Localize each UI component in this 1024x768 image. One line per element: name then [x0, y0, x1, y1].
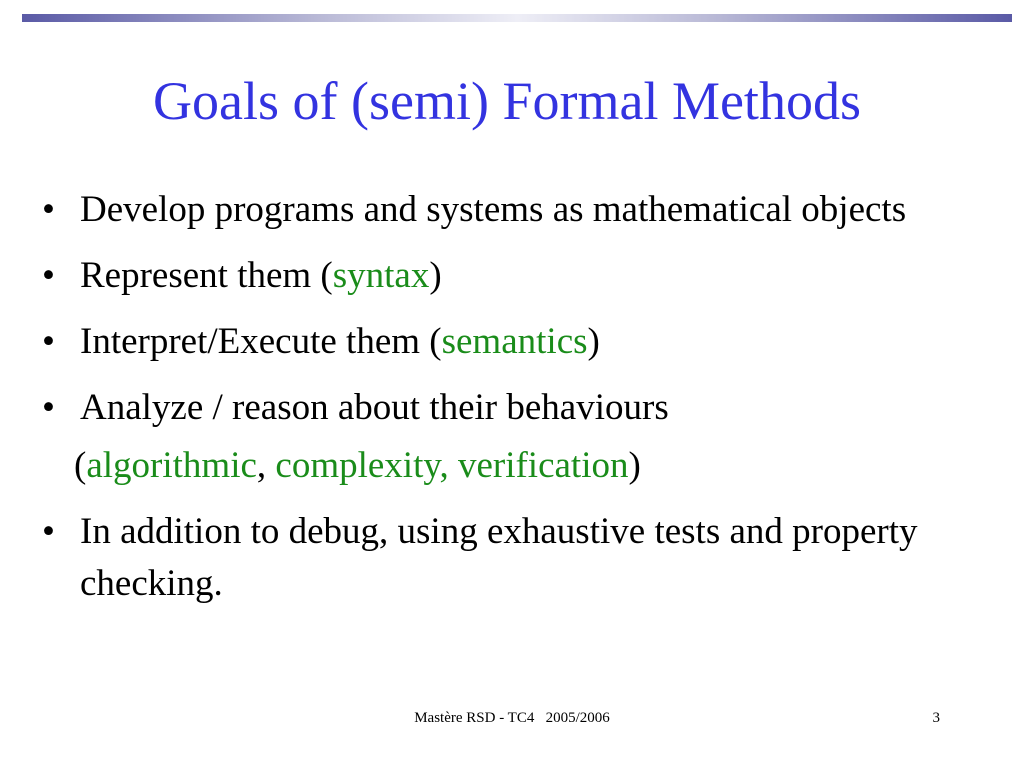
bullet-text: Analyze / reason about their behaviours [80, 387, 669, 428]
analyze-continuation [40, 440, 980, 492]
bullet-text-close: ) [429, 255, 442, 296]
bullet-text: Develop programs and systems as mathematical objects [80, 189, 907, 230]
separator: , [256, 445, 276, 486]
footer-page-number: 3 [932, 710, 940, 726]
bullet-item-interpret [40, 316, 980, 368]
highlight-complexity-verification: complexity, verification [275, 445, 629, 486]
bullet-dot-icon: • [42, 511, 55, 552]
bullet-list [40, 184, 980, 624]
bullet-text: Interpret/Execute them ( [80, 321, 442, 362]
highlight-algorithmic: algorithmic [86, 445, 257, 486]
bullet-item-develop [40, 184, 980, 236]
highlight-semantics: semantics [441, 321, 588, 362]
bullet-text: Represent them ( [80, 255, 333, 296]
bullet-text-close: ) [587, 321, 600, 362]
footer-course-label: Mastère RSD - TC4 2005/2006 [414, 710, 610, 726]
bullet-dot-icon: • [42, 189, 55, 230]
highlight-syntax: syntax [332, 255, 430, 296]
bullet-text: In addition to debug, using exhaustive tests and property checking. [80, 511, 918, 604]
bullet-item-debug [40, 506, 980, 610]
bullet-dot-icon: • [42, 255, 55, 296]
bullet-item-represent [40, 250, 980, 302]
bullet-dot-icon: • [42, 321, 55, 362]
paren-open: ( [74, 445, 87, 486]
bullet-dot-icon: • [42, 387, 55, 428]
slide-title: Goals of (semi) Formal Methods [153, 71, 861, 131]
paren-close: ) [628, 445, 641, 486]
bullet-item-analyze [40, 382, 980, 434]
top-decorative-bar [22, 14, 1012, 22]
